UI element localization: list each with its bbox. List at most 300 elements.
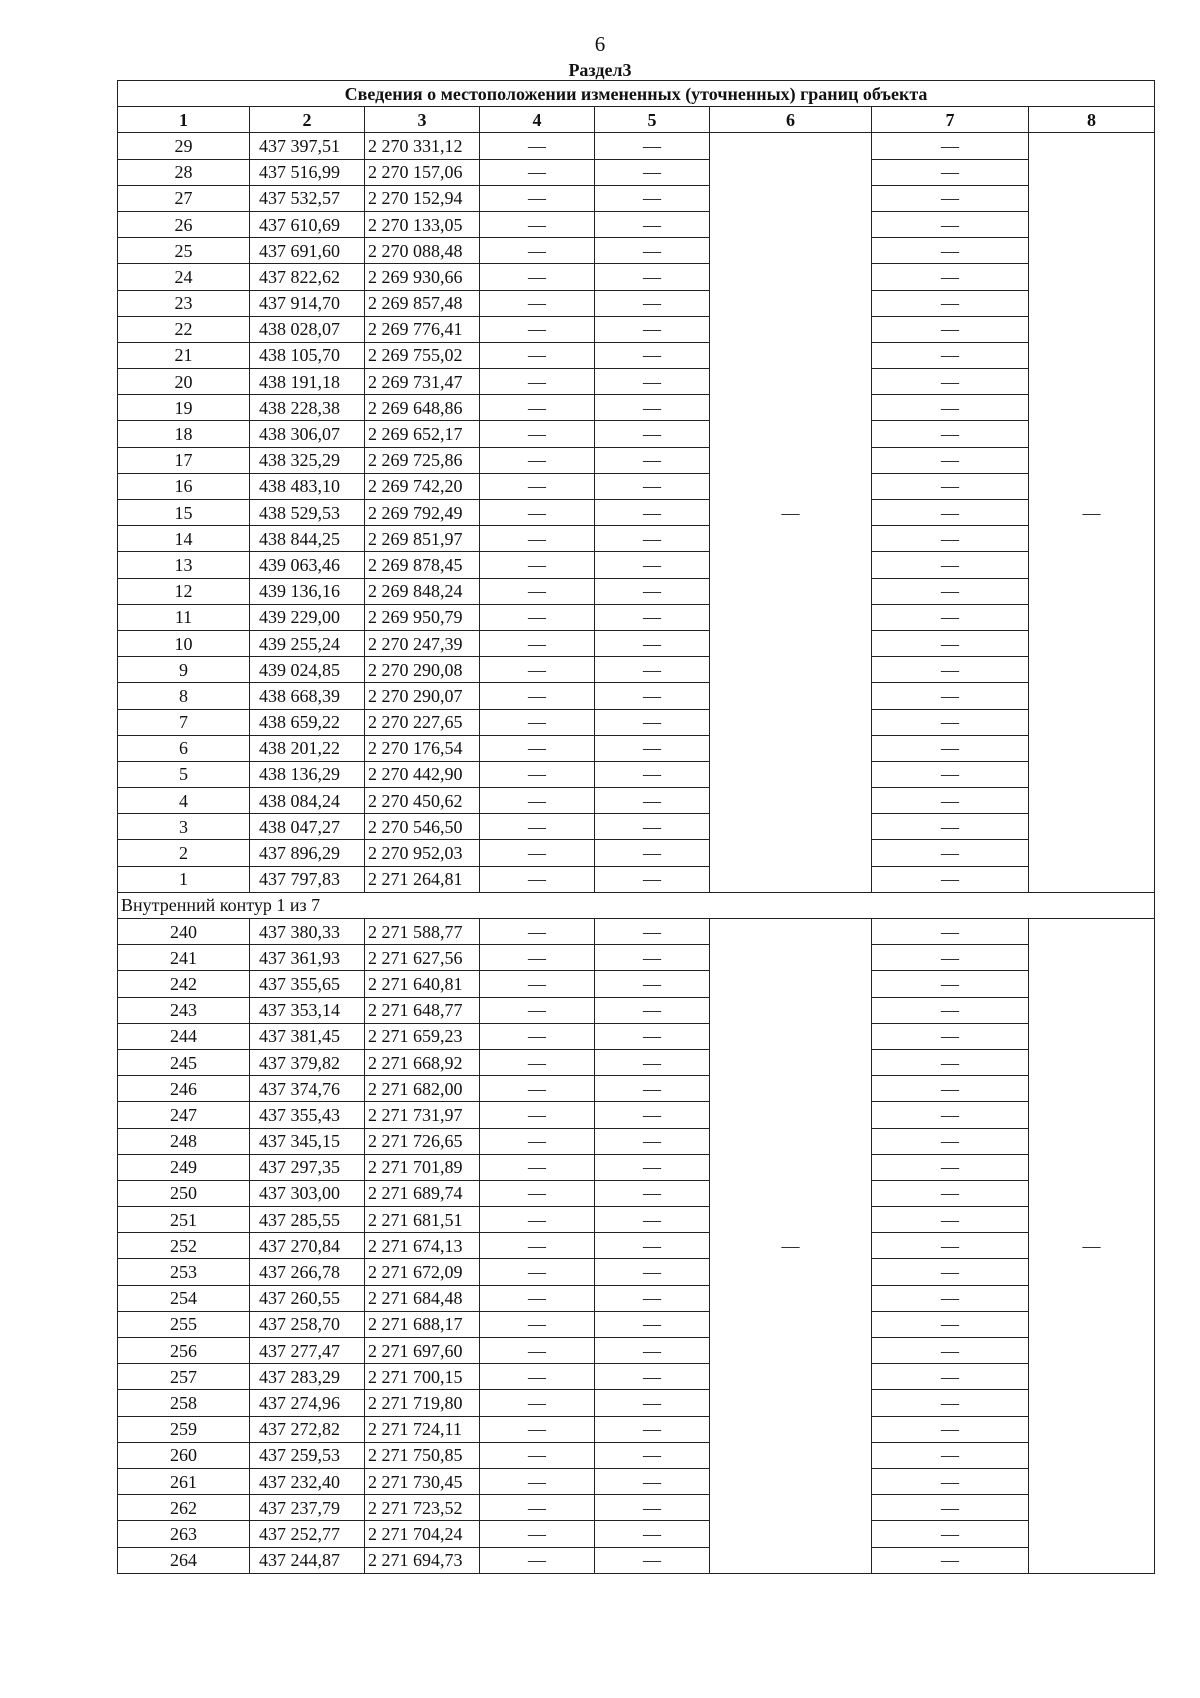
x-coordinate-cell: 437 283,29 (250, 1364, 365, 1390)
x-coordinate-cell: 437 244,87 (250, 1547, 365, 1573)
y-coordinate-cell: 2 271 588,77 (365, 919, 480, 945)
dash-cell: — (595, 290, 710, 316)
table-row (118, 1233, 1155, 1259)
x-coordinate-cell: 437 277,47 (250, 1338, 365, 1364)
dash-cell: — (480, 1495, 595, 1521)
y-coordinate-cell: 2 271 659,23 (365, 1023, 480, 1049)
dash-cell: — (595, 840, 710, 866)
y-coordinate-cell: 2 269 731,47 (365, 369, 480, 395)
dash-cell: — (595, 919, 710, 945)
x-coordinate-cell: 437 914,70 (250, 290, 365, 316)
table-row (118, 211, 1155, 237)
boundary-coordinates-table (117, 80, 1155, 1574)
point-number-cell: 255 (118, 1311, 250, 1337)
point-number-cell: 253 (118, 1259, 250, 1285)
dash-cell: — (480, 1207, 595, 1233)
dash-cell: — (480, 1259, 595, 1285)
dash-cell: — (595, 997, 710, 1023)
point-number-cell: 249 (118, 1154, 250, 1180)
dash-cell: — (480, 421, 595, 447)
dash-cell: — (480, 1180, 595, 1206)
y-coordinate-cell: 2 271 697,60 (365, 1338, 480, 1364)
table-row (118, 1364, 1155, 1390)
dash-cell: — (480, 552, 595, 578)
dash-cell: — (480, 264, 595, 290)
point-number-cell: 4 (118, 788, 250, 814)
point-number-cell: 247 (118, 1102, 250, 1128)
dash-cell: — (480, 1102, 595, 1128)
y-coordinate-cell: 2 270 290,08 (365, 657, 480, 683)
x-coordinate-cell: 438 028,07 (250, 316, 365, 342)
column-header: 4 (480, 107, 595, 133)
dash-cell: — (872, 683, 1029, 709)
dash-cell: — (480, 919, 595, 945)
dash-cell: — (595, 657, 710, 683)
dash-cell: — (480, 1390, 595, 1416)
dash-cell: — (480, 395, 595, 421)
x-coordinate-cell: 439 136,16 (250, 578, 365, 604)
point-number-cell: 1 (118, 866, 250, 892)
dash-cell: — (595, 1521, 710, 1547)
point-number-cell: 28 (118, 159, 250, 185)
x-coordinate-cell: 438 325,29 (250, 447, 365, 473)
dash-cell: — (595, 264, 710, 290)
point-number-cell: 246 (118, 1076, 250, 1102)
dash-cell: — (872, 971, 1029, 997)
point-number-cell: 243 (118, 997, 250, 1023)
dash-cell: — (872, 1076, 1029, 1102)
dash-cell: — (480, 1521, 595, 1547)
dash-cell: — (480, 1023, 595, 1049)
y-coordinate-cell: 2 271 682,00 (365, 1076, 480, 1102)
point-number-cell: 26 (118, 211, 250, 237)
table-row (118, 290, 1155, 316)
y-coordinate-cell: 2 269 725,86 (365, 447, 480, 473)
dash-cell: — (595, 159, 710, 185)
table-body (118, 133, 1155, 1573)
dash-cell: — (872, 1390, 1029, 1416)
dash-cell: — (872, 814, 1029, 840)
y-coordinate-cell: 2 270 133,05 (365, 211, 480, 237)
x-coordinate-cell: 437 252,77 (250, 1521, 365, 1547)
point-number-cell: 251 (118, 1207, 250, 1233)
y-coordinate-cell: 2 270 952,03 (365, 840, 480, 866)
dash-cell: — (872, 604, 1029, 630)
dash-cell: — (872, 1285, 1029, 1311)
dash-cell: — (480, 840, 595, 866)
dash-cell: — (872, 788, 1029, 814)
point-number-cell: 3 (118, 814, 250, 840)
dash-cell: — (480, 735, 595, 761)
y-coordinate-cell: 2 271 640,81 (365, 971, 480, 997)
table-row (118, 761, 1155, 787)
x-coordinate-cell: 438 105,70 (250, 342, 365, 368)
x-coordinate-cell: 437 381,45 (250, 1023, 365, 1049)
y-coordinate-cell: 2 270 442,90 (365, 761, 480, 787)
column-header: 1 (118, 107, 250, 133)
y-coordinate-cell: 2 270 157,06 (365, 159, 480, 185)
x-coordinate-cell: 437 532,57 (250, 185, 365, 211)
dash-cell: — (480, 945, 595, 971)
y-coordinate-cell: 2 269 857,48 (365, 290, 480, 316)
table-row (118, 238, 1155, 264)
dash-cell: — (595, 342, 710, 368)
point-number-cell: 2 (118, 840, 250, 866)
table-row (118, 1416, 1155, 1442)
y-coordinate-cell: 2 271 689,74 (365, 1180, 480, 1206)
dash-cell: — (872, 1442, 1029, 1468)
point-number-cell: 21 (118, 342, 250, 368)
table-row (118, 709, 1155, 735)
table-row (118, 1468, 1155, 1494)
dash-cell: — (872, 945, 1029, 971)
dash-cell: — (595, 1154, 710, 1180)
x-coordinate-cell: 438 047,27 (250, 814, 365, 840)
point-number-cell: 27 (118, 185, 250, 211)
point-number-cell: 29 (118, 133, 250, 159)
x-coordinate-cell: 437 379,82 (250, 1049, 365, 1075)
dash-cell: — (480, 316, 595, 342)
point-number-cell: 10 (118, 630, 250, 656)
table-row (118, 788, 1155, 814)
dash-cell: — (480, 1233, 595, 1259)
point-number-cell: 15 (118, 500, 250, 526)
point-number-cell: 25 (118, 238, 250, 264)
dash-cell: — (872, 866, 1029, 892)
dash-cell: — (872, 159, 1029, 185)
dash-cell: — (480, 1076, 595, 1102)
x-coordinate-cell: 437 270,84 (250, 1233, 365, 1259)
point-number-cell: 6 (118, 735, 250, 761)
dash-cell: — (872, 1521, 1029, 1547)
table-row (118, 447, 1155, 473)
y-coordinate-cell: 2 270 331,12 (365, 133, 480, 159)
dash-cell: — (872, 578, 1029, 604)
dash-cell: — (595, 1076, 710, 1102)
point-number-cell: 259 (118, 1416, 250, 1442)
y-coordinate-cell: 2 271 694,73 (365, 1547, 480, 1573)
y-coordinate-cell: 2 271 668,92 (365, 1049, 480, 1075)
x-coordinate-cell: 438 201,22 (250, 735, 365, 761)
point-number-cell: 241 (118, 945, 250, 971)
point-number-cell: 20 (118, 369, 250, 395)
x-coordinate-cell: 437 397,51 (250, 133, 365, 159)
table-row (118, 316, 1155, 342)
x-coordinate-cell: 437 516,99 (250, 159, 365, 185)
table-row (118, 735, 1155, 761)
table-row (118, 159, 1155, 185)
point-number-cell: 240 (118, 919, 250, 945)
table-row (118, 1102, 1155, 1128)
x-coordinate-cell: 437 355,65 (250, 971, 365, 997)
point-number-cell: 18 (118, 421, 250, 447)
dash-cell: — (480, 1416, 595, 1442)
dash-cell: — (480, 1049, 595, 1075)
x-coordinate-cell: 438 659,22 (250, 709, 365, 735)
point-number-cell: 24 (118, 264, 250, 290)
x-coordinate-cell: 437 237,79 (250, 1495, 365, 1521)
dash-cell: — (480, 1468, 595, 1494)
dash-cell: — (595, 421, 710, 447)
dash-cell: — (595, 316, 710, 342)
dash-cell: — (480, 185, 595, 211)
dash-cell: — (480, 604, 595, 630)
point-number-cell: 14 (118, 526, 250, 552)
point-number-cell: 258 (118, 1390, 250, 1416)
column-header: 3 (365, 107, 480, 133)
y-coordinate-cell: 2 269 878,45 (365, 552, 480, 578)
x-coordinate-cell: 438 483,10 (250, 473, 365, 499)
x-coordinate-cell: 438 306,07 (250, 421, 365, 447)
table-row (118, 1049, 1155, 1075)
dash-cell: — (872, 395, 1029, 421)
table-row (118, 1207, 1155, 1233)
dash-cell: — (595, 709, 710, 735)
table-row (118, 657, 1155, 683)
table-row (118, 997, 1155, 1023)
y-coordinate-cell: 2 271 648,77 (365, 997, 480, 1023)
x-coordinate-cell: 438 136,29 (250, 761, 365, 787)
dash-cell: — (595, 1023, 710, 1049)
dash-cell: — (595, 1442, 710, 1468)
point-number-cell: 23 (118, 290, 250, 316)
dash-cell: — (872, 735, 1029, 761)
dash-cell: — (872, 1259, 1029, 1285)
x-coordinate-cell: 437 297,35 (250, 1154, 365, 1180)
dash-cell: — (480, 709, 595, 735)
page-number: 6 (594, 32, 606, 56)
column-header: 2 (250, 107, 365, 133)
y-coordinate-cell: 2 269 848,24 (365, 578, 480, 604)
dash-cell: — (595, 761, 710, 787)
dash-cell: — (595, 683, 710, 709)
dash-cell: — (595, 735, 710, 761)
table-row (118, 526, 1155, 552)
x-coordinate-cell: 437 353,14 (250, 997, 365, 1023)
dash-cell: — (872, 1023, 1029, 1049)
x-coordinate-cell: 438 529,53 (250, 500, 365, 526)
y-coordinate-cell: 2 269 776,41 (365, 316, 480, 342)
y-coordinate-cell: 2 271 730,45 (365, 1468, 480, 1494)
dash-cell: — (595, 552, 710, 578)
dash-cell: — (595, 1416, 710, 1442)
column-8-merged-cell: — (1029, 919, 1155, 1574)
dash-cell: — (595, 1259, 710, 1285)
x-coordinate-cell: 437 260,55 (250, 1285, 365, 1311)
table-row (118, 1495, 1155, 1521)
dash-cell: — (480, 578, 595, 604)
x-coordinate-cell: 438 668,39 (250, 683, 365, 709)
table-row (118, 1180, 1155, 1206)
dash-cell: — (480, 630, 595, 656)
x-coordinate-cell: 438 844,25 (250, 526, 365, 552)
table-row (118, 1259, 1155, 1285)
table-row (118, 919, 1155, 945)
point-number-cell: 262 (118, 1495, 250, 1521)
table-row (118, 683, 1155, 709)
dash-cell: — (595, 238, 710, 264)
dash-cell: — (480, 1311, 595, 1337)
x-coordinate-cell: 437 259,53 (250, 1442, 365, 1468)
point-number-cell: 242 (118, 971, 250, 997)
dash-cell: — (480, 238, 595, 264)
point-number-cell: 261 (118, 1468, 250, 1494)
table-row (118, 1285, 1155, 1311)
x-coordinate-cell: 438 084,24 (250, 788, 365, 814)
point-number-cell: 7 (118, 709, 250, 735)
point-number-cell: 263 (118, 1521, 250, 1547)
table-row (118, 1547, 1155, 1573)
y-coordinate-cell: 2 271 704,24 (365, 1521, 480, 1547)
dash-cell: — (480, 1128, 595, 1154)
dash-cell: — (480, 866, 595, 892)
y-coordinate-cell: 2 271 719,80 (365, 1390, 480, 1416)
dash-cell: — (595, 526, 710, 552)
table-row (118, 1023, 1155, 1049)
table-row (118, 840, 1155, 866)
table-row (118, 1128, 1155, 1154)
dash-cell: — (872, 1364, 1029, 1390)
x-coordinate-cell: 439 063,46 (250, 552, 365, 578)
column-6-merged-cell: — (710, 133, 872, 892)
dash-cell: — (595, 447, 710, 473)
dash-cell: — (872, 919, 1029, 945)
column-header: 8 (1029, 107, 1155, 133)
dash-cell: — (480, 814, 595, 840)
y-coordinate-cell: 2 271 684,48 (365, 1285, 480, 1311)
table-row (118, 1390, 1155, 1416)
column-number-row (118, 107, 1155, 133)
table-row (118, 1521, 1155, 1547)
column-header: 5 (595, 107, 710, 133)
point-number-cell: 12 (118, 578, 250, 604)
table-row (118, 1076, 1155, 1102)
x-coordinate-cell: 437 374,76 (250, 1076, 365, 1102)
point-number-cell: 5 (118, 761, 250, 787)
y-coordinate-cell: 2 271 681,51 (365, 1207, 480, 1233)
dash-cell: — (872, 473, 1029, 499)
dash-cell: — (595, 500, 710, 526)
dash-cell: — (480, 342, 595, 368)
dash-cell: — (595, 971, 710, 997)
table-row (118, 552, 1155, 578)
dash-cell: — (480, 1154, 595, 1180)
dash-cell: — (595, 1285, 710, 1311)
table-row (118, 814, 1155, 840)
dash-cell: — (872, 238, 1029, 264)
column-8-merged-cell: — (1029, 133, 1155, 892)
dash-cell: — (480, 1547, 595, 1573)
x-coordinate-cell: 437 274,96 (250, 1390, 365, 1416)
table-row (118, 185, 1155, 211)
point-number-cell: 256 (118, 1338, 250, 1364)
x-coordinate-cell: 437 303,00 (250, 1180, 365, 1206)
table-row (118, 1154, 1155, 1180)
dash-cell: — (595, 630, 710, 656)
dash-cell: — (595, 1468, 710, 1494)
dash-cell: — (595, 1547, 710, 1573)
dash-cell: — (595, 1180, 710, 1206)
y-coordinate-cell: 2 270 290,07 (365, 683, 480, 709)
point-number-cell: 250 (118, 1180, 250, 1206)
point-number-cell: 19 (118, 395, 250, 421)
y-coordinate-cell: 2 269 930,66 (365, 264, 480, 290)
x-coordinate-cell: 437 345,15 (250, 1128, 365, 1154)
dash-cell: — (872, 369, 1029, 395)
y-coordinate-cell: 2 270 450,62 (365, 788, 480, 814)
dash-cell: — (595, 814, 710, 840)
dash-cell: — (480, 1285, 595, 1311)
y-coordinate-cell: 2 271 627,56 (365, 945, 480, 971)
point-number-cell: 16 (118, 473, 250, 499)
point-number-cell: 22 (118, 316, 250, 342)
dash-cell: — (595, 1311, 710, 1337)
y-coordinate-cell: 2 270 546,50 (365, 814, 480, 840)
dash-cell: — (595, 578, 710, 604)
dash-cell: — (872, 1416, 1029, 1442)
y-coordinate-cell: 2 271 750,85 (365, 1442, 480, 1468)
table-row (118, 1338, 1155, 1364)
x-coordinate-cell: 437 797,83 (250, 866, 365, 892)
dash-cell: — (480, 526, 595, 552)
point-number-cell: 260 (118, 1442, 250, 1468)
point-number-cell: 245 (118, 1049, 250, 1075)
x-coordinate-cell: 439 229,00 (250, 604, 365, 630)
x-coordinate-cell: 437 258,70 (250, 1311, 365, 1337)
y-coordinate-cell: 2 271 264,81 (365, 866, 480, 892)
point-number-cell: 264 (118, 1547, 250, 1573)
y-coordinate-cell: 2 269 792,49 (365, 500, 480, 526)
column-header: 6 (710, 107, 872, 133)
x-coordinate-cell: 438 228,38 (250, 395, 365, 421)
y-coordinate-cell: 2 270 088,48 (365, 238, 480, 264)
y-coordinate-cell: 2 269 652,17 (365, 421, 480, 447)
dash-cell: — (595, 1049, 710, 1075)
column-6-merged-cell: — (710, 919, 872, 1574)
dash-cell: — (872, 1468, 1029, 1494)
x-coordinate-cell: 439 255,24 (250, 630, 365, 656)
dash-cell: — (595, 133, 710, 159)
dash-cell: — (872, 1207, 1029, 1233)
x-coordinate-cell: 437 355,43 (250, 1102, 365, 1128)
x-coordinate-cell: 438 191,18 (250, 369, 365, 395)
x-coordinate-cell: 437 610,69 (250, 211, 365, 237)
point-number-cell: 252 (118, 1233, 250, 1259)
dash-cell: — (872, 342, 1029, 368)
y-coordinate-cell: 2 271 731,97 (365, 1102, 480, 1128)
y-coordinate-cell: 2 269 950,79 (365, 604, 480, 630)
y-coordinate-cell: 2 271 700,15 (365, 1364, 480, 1390)
dash-cell: — (595, 473, 710, 499)
dash-cell: — (480, 473, 595, 499)
dash-cell: — (595, 945, 710, 971)
y-coordinate-cell: 2 270 227,65 (365, 709, 480, 735)
dash-cell: — (480, 211, 595, 237)
y-coordinate-cell: 2 270 247,39 (365, 630, 480, 656)
point-number-cell: 244 (118, 1023, 250, 1049)
y-coordinate-cell: 2 271 726,65 (365, 1128, 480, 1154)
dash-cell: — (595, 1338, 710, 1364)
dash-cell: — (595, 369, 710, 395)
dash-cell: — (872, 997, 1029, 1023)
y-coordinate-cell: 2 271 674,13 (365, 1233, 480, 1259)
dash-cell: — (480, 159, 595, 185)
dash-cell: — (480, 369, 595, 395)
dash-cell: — (872, 421, 1029, 447)
y-coordinate-cell: 2 269 742,20 (365, 473, 480, 499)
dash-cell: — (872, 1049, 1029, 1075)
table-row (118, 866, 1155, 892)
